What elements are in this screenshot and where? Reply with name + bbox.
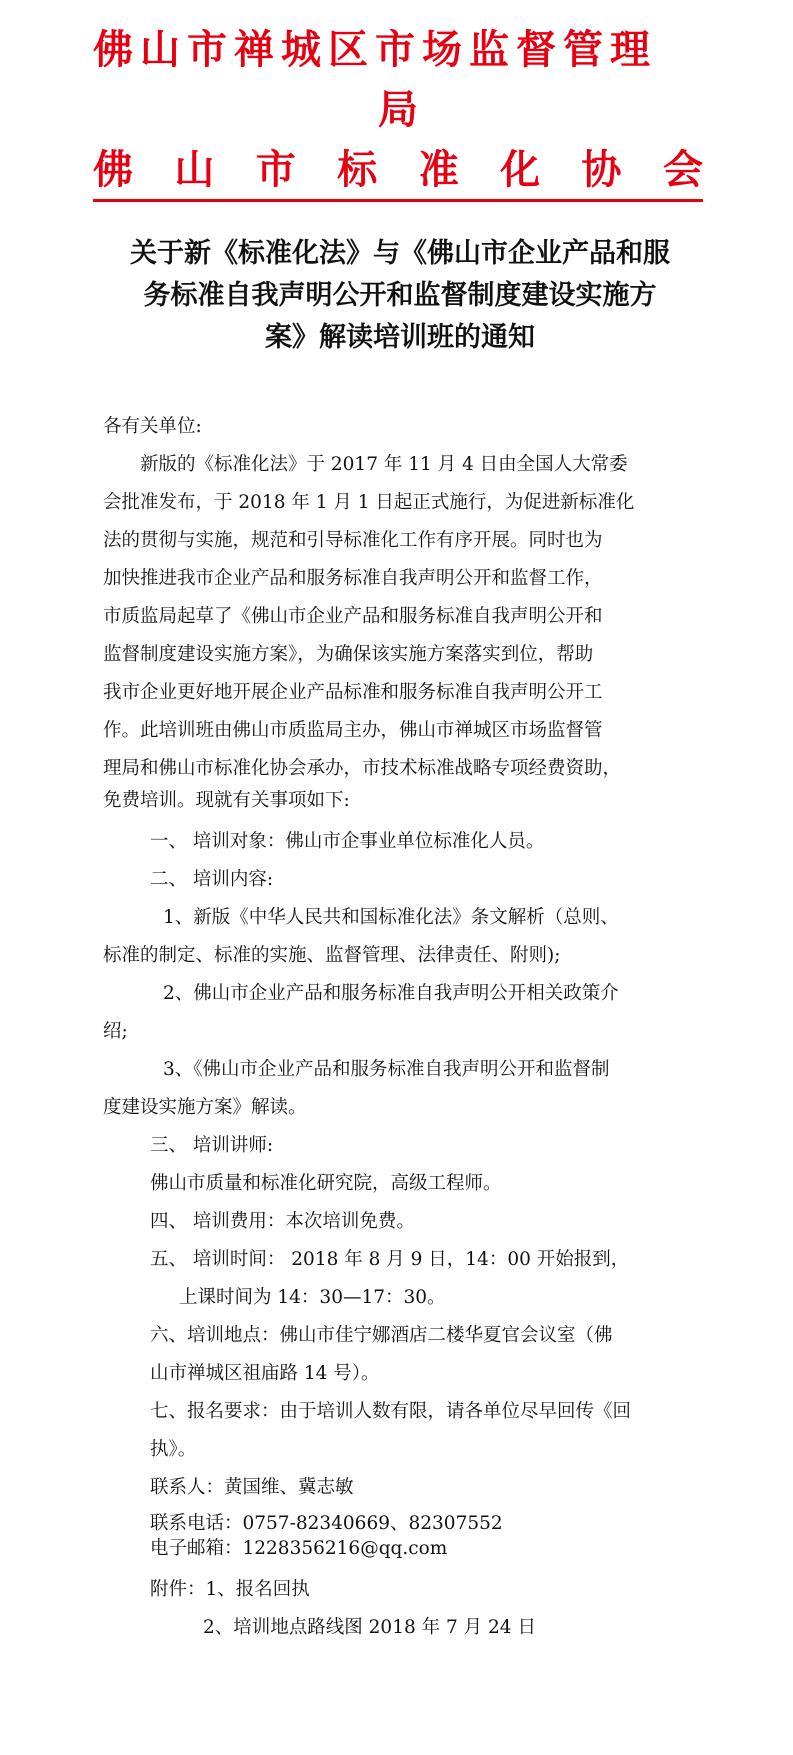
attachment-1: 附件：1、报名回执: [150, 1579, 310, 1600]
attachment-2-and-date: 2、培训地点路线图 2018 年 7 月 24 日: [203, 1617, 536, 1638]
title-line: 务标准自我声明公开和监督制度建设实施方: [143, 280, 657, 311]
intro-line: 作。此培训班由佛山市质监局主办，佛山市禅城区市场监督管: [103, 720, 603, 741]
letterhead-org2: [93, 138, 703, 195]
document-body: [103, 408, 693, 1647]
section-registration-cont: 执》。: [150, 1439, 197, 1460]
intro-line: 加快推进我市企业产品和服务标准自我声明公开和监督工作，: [103, 568, 603, 589]
intro-line: 市质监局起草了《佛山市企业产品和服务标准自我声明公开和: [103, 606, 603, 627]
section-registration: 七、报名要求：由于培训人数有限，请各单位尽早回传《回: [150, 1401, 632, 1422]
letterhead-org2-char: 协: [581, 146, 622, 193]
section-lecturer: 三、 培训讲师:: [150, 1135, 274, 1156]
letterhead-org2-char: 山: [174, 146, 215, 193]
intro-paragraph: [103, 446, 693, 813]
content-item-3-cont: 度建设实施方案》解读。: [103, 1097, 307, 1118]
content-item-3: 3、《佛山市企业产品和服务标准自我声明公开和监督制: [163, 1059, 610, 1080]
title-line: 关于新《标准化法》与《佛山市企业产品和服: [130, 238, 670, 269]
section-time-cont: 上课时间为 14：30—17：30。: [179, 1287, 446, 1308]
letterhead-org2-char: 标: [337, 146, 378, 193]
letterhead-org1-line2: 局: [378, 86, 418, 133]
section-time: 五、 培训时间： 2018 年 8 月 9 日，14：00 开始报到，: [150, 1249, 630, 1270]
salutation: 各有关单位:: [103, 416, 202, 437]
contact-phone: 联系电话：0757-82340669、82307552: [150, 1513, 503, 1534]
content-item-1-cont: 标准的制定、标准的实施、监督管理、法律责任、附则);: [103, 945, 561, 966]
letterhead-org2-char: 准: [418, 146, 459, 193]
letterhead-org2-char: 市: [255, 146, 296, 193]
intro-line: 免费培训。现就有关事项如下:: [103, 790, 350, 811]
document-title: [100, 233, 700, 359]
section-location-cont: 山市禅城区祖庙路 14 号）。: [150, 1363, 380, 1384]
letterhead-org2-char: 会: [662, 146, 703, 193]
intro-line: 会批准发布，于 2018 年 1 月 1 日起正式施行，为促进新标准化: [103, 492, 635, 513]
intro-line: 法的贯彻与实施，规范和引导标准化工作有序开展。同时也为: [103, 530, 603, 551]
intro-line: 理局和佛山市标准化协会承办，市技术标准战略专项经费资助，: [103, 758, 622, 779]
intro-line: 监督制度建设实施方案》，为确保该实施方案落实到位，帮助: [103, 644, 594, 665]
letterhead-org2-char: 化: [500, 146, 541, 193]
content-item-2: 2、佛山市企业产品和服务标准自我声明公开相关政策介: [163, 983, 619, 1004]
contact-person: 联系人：黄国维、冀志敏: [150, 1477, 354, 1498]
intro-line: 我市企业更好地开展企业产品标准和服务标准自我声明公开工: [103, 682, 603, 703]
contact-email[interactable]: 电子邮箱：1228356216@qq.com: [150, 1538, 448, 1559]
content-item-2-cont: 绍;: [103, 1021, 128, 1042]
letterhead-divider: [93, 199, 703, 202]
intro-line: 新版的《标准化法》于 2017 年 11 月 4 日由全国人大常委: [140, 454, 628, 475]
section-location: 六、培训地点：佛山市佳宁娜酒店二楼华夏官会议室（佛: [150, 1325, 613, 1346]
letterhead-org2-char: 佛: [93, 146, 133, 193]
lecturer-detail: 佛山市质量和标准化研究院，高级工程师。: [150, 1173, 502, 1194]
title-line: 案》解读培训班的通知: [265, 322, 535, 353]
content-item-1: 1、新版《中华人民共和国标准化法》条文解析（总则、: [163, 907, 619, 928]
section-training-target: 一、 培训对象：佛山市企事业单位标准化人员。: [150, 831, 545, 852]
letterhead-org1-line1: 佛山市禅城区市场监督管理: [93, 26, 657, 73]
section-fee: 四、 培训费用：本次培训免费。: [150, 1211, 415, 1232]
section-training-content: 二、 培训内容:: [150, 869, 274, 890]
